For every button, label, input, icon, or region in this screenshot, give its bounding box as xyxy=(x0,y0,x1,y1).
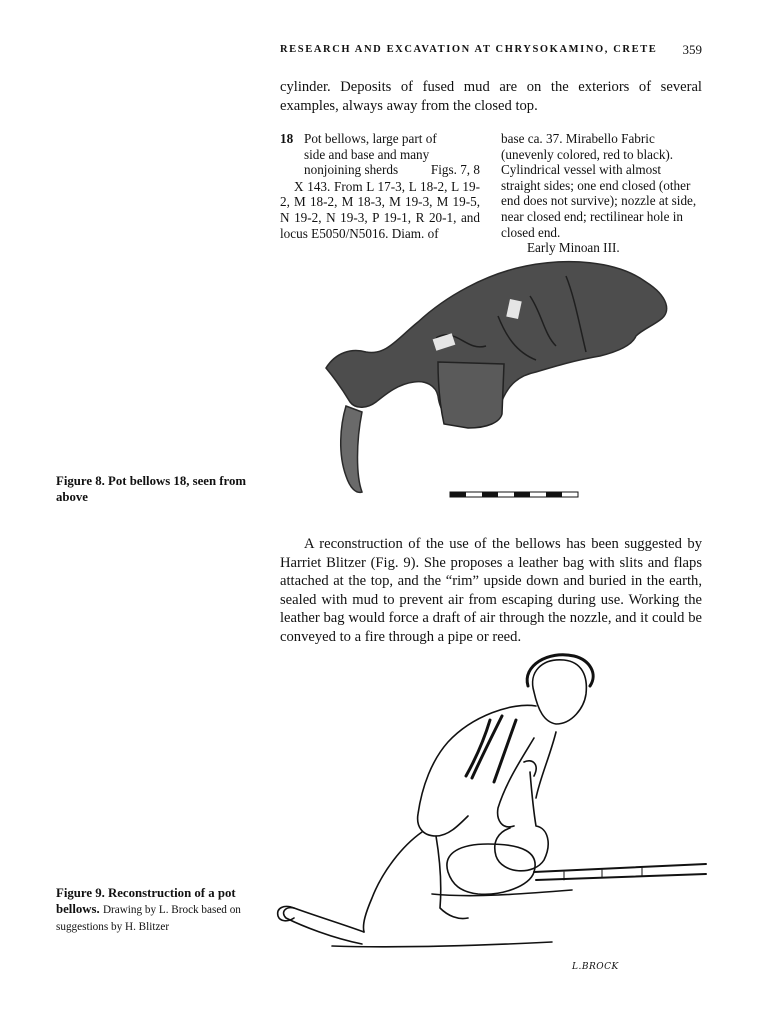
figure-lower-leg xyxy=(284,908,364,944)
catalog-entry-right-column xyxy=(501,131,702,256)
catalog-desc-line: side and base and many xyxy=(304,146,430,162)
scale-bar xyxy=(450,492,578,497)
catalog-date: Early Minoan III. xyxy=(527,240,620,256)
figure-thigh xyxy=(363,832,422,932)
catalog-entry-left-column xyxy=(280,131,480,241)
catalog-description xyxy=(304,131,480,178)
catalog-number: 18 xyxy=(280,131,294,146)
page-number: 359 xyxy=(682,42,702,57)
figure-reference: Figs. 7, 8 xyxy=(430,162,480,178)
ground-line xyxy=(332,890,572,947)
intro-paragraph: cylinder. Deposits of fused mud are on the exteriors of several examples, always away from the closed top. xyxy=(280,79,702,114)
figure-lower-leg xyxy=(436,836,468,919)
bellows-rim xyxy=(341,406,362,492)
catalog-inventory: X 143. From L 17-3, L 18-2, L 19-2, M 18-2, M 18-3, M 19-3, M 19-5, N 19-2, N 19-3, P 19-1, R 20-1, and locus E5050/N5016. Diam. of xyxy=(280,178,480,241)
catalog-desc-line: Pot bellows, large part of xyxy=(304,131,437,146)
figure-8-photo xyxy=(316,256,696,506)
figure-9-drawing xyxy=(272,646,712,986)
figure-arm xyxy=(498,738,534,827)
catalog-desc-line: nonjoining sherds xyxy=(304,162,399,178)
figure-back-pattern xyxy=(466,716,516,782)
pipe xyxy=(534,864,706,880)
figure-arm xyxy=(536,732,556,798)
bellows-pot xyxy=(447,844,535,894)
figure-9-caption xyxy=(56,885,266,935)
running-header xyxy=(280,44,702,62)
figure-9-caption-credit: Drawing by L. Brock based on suggestions by H. Blitzer xyxy=(56,904,241,933)
leather-bag xyxy=(495,772,548,871)
catalog-fabric-description: base ca. 37. Mirabello Fabric (unevenly colored, red to black). Cylindrical vessel with almost straight sides; one end closed (other end does not survive); nozzle at side, near closed end; rectilinear hole in closed end. xyxy=(501,131,697,240)
figure-8-caption: Figure 8. Pot bellows 18, seen from above xyxy=(56,474,247,504)
reconstruction-text: A reconstruction of the use of the bellows has been suggested by Harriet Blitzer (Fig. 9). She proposes a leather bag with slits and flaps attached at the top, and the “rim” upside down and buried in the earth, sealed with mud to prevent air from escaping during use. Working the leather bag would force a draft of air through the nozzle, and it could be conveyed to a fire through a pipe or reed. xyxy=(280,536,702,645)
figure-9-caption-title: Figure 9. Reconstruction of a pot bellows. xyxy=(56,886,236,916)
reconstruction-paragraph xyxy=(280,535,702,647)
running-title: RESEARCH AND EXCAVATION AT CHRYSOKAMINO, CRETE xyxy=(280,44,658,55)
artist-signature: L.BROCK xyxy=(572,962,619,972)
bellows-nozzle-fragment xyxy=(438,362,504,428)
figure-head xyxy=(533,660,587,724)
